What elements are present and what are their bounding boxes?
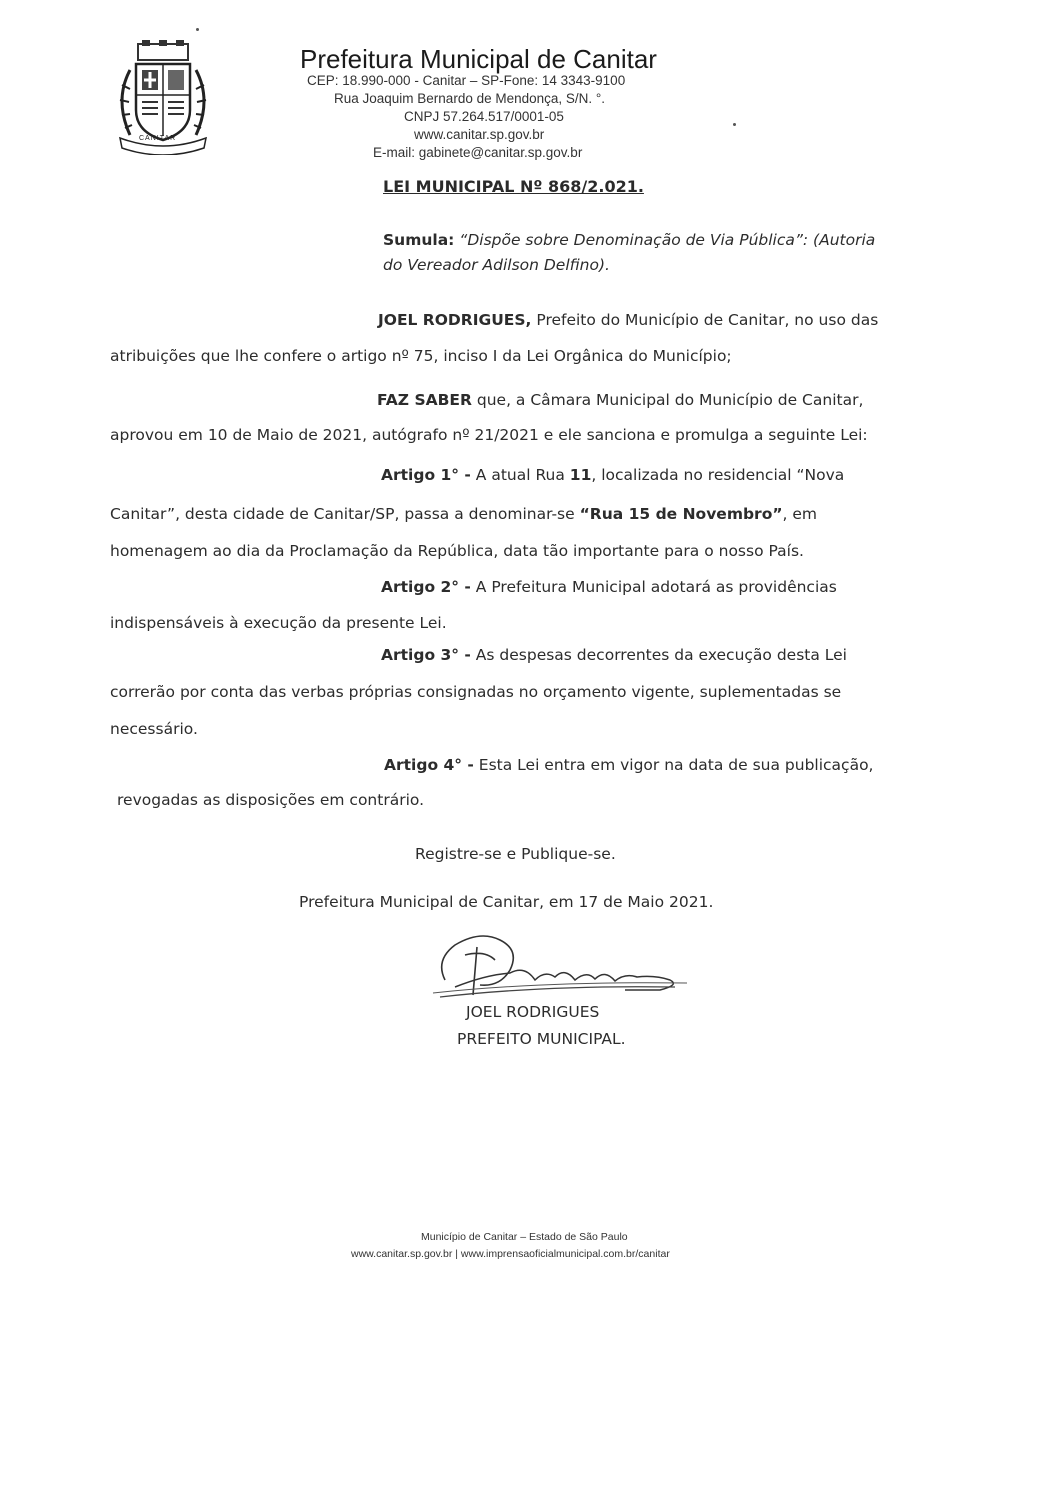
paragraph-1-text: Prefeito do Município de Canitar, no uso das	[531, 311, 879, 329]
header-contact-line: CEP: 18.990-000 - Canitar – SP-Fone: 14 3343-9100	[307, 73, 626, 88]
header-website-line: www.canitar.sp.gov.br	[414, 127, 545, 142]
artigo-3-line-3: necessário.	[110, 720, 198, 738]
artigo-3-line-2: correrão por conta das verbas próprias consignadas no orçamento vigente, suplementadas se	[110, 683, 842, 701]
scan-speck	[733, 123, 736, 126]
artigo-2-line-2: indispensáveis à execução da presente Lei.	[110, 614, 447, 632]
header-email-line: E-mail: gabinete@canitar.sp.gov.br	[373, 145, 583, 160]
artigo-4-text: Esta Lei entra em vigor na data de sua publicação,	[473, 756, 874, 774]
faz-saber: FAZ SABER	[377, 391, 472, 409]
signer-name: JOEL RODRIGUES	[466, 1003, 600, 1021]
footer-line-2: www.canitar.sp.gov.br | www.imprensaoficialmunicipal.com.br/canitar	[351, 1248, 670, 1260]
new-street-name: “Rua 15 de Novembro”	[579, 505, 783, 523]
mayor-name: JOEL RODRIGUES,	[378, 311, 532, 329]
scan-speck	[196, 28, 199, 31]
artigo-2-line-1	[381, 578, 837, 596]
closing-statement: Registre-se e Publique-se.	[415, 845, 616, 863]
artigo-1-text: , localizada no residencial “Nova	[591, 466, 845, 484]
artigo-1-text: A atual Rua	[470, 466, 570, 484]
header-address-line: Rua Joaquim Bernardo de Mendonça, S/N. °.	[334, 91, 606, 106]
paragraph-2-text: que, a Câmara Municipal do Município de Canitar,	[471, 391, 864, 409]
artigo-1-line-2	[110, 505, 817, 523]
sumula-text: “Dispõe sobre Denominação de Via Pública”: (Autoria	[459, 231, 876, 249]
sumula-line-1	[383, 231, 875, 249]
crest-ribbon-label: CANITAR	[139, 135, 177, 142]
street-number: 11	[569, 466, 592, 484]
signer-role: PREFEITO MUNICIPAL.	[457, 1030, 626, 1048]
artigo-4-line-2: revogadas as disposições em contrário.	[117, 791, 425, 809]
artigo-1-line-3: homenagem ao dia da Proclamação da República, data tão importante para o nosso País.	[110, 542, 804, 560]
artigo-2-text: A Prefeitura Municipal adotará as providências	[470, 578, 837, 596]
artigo-3-text: As despesas decorrentes da execução desta Lei	[470, 646, 847, 664]
paragraph-1-line-2: atribuições que lhe confere o artigo nº 75, inciso I da Lei Orgânica do Município;	[110, 347, 732, 365]
place-and-date: Prefeitura Municipal de Canitar, em 17 de Maio 2021.	[299, 893, 714, 911]
artigo-4-label: Artigo 4° -	[384, 756, 474, 774]
artigo-1-text: Canitar”, desta cidade de Canitar/SP, passa a denominar-se	[110, 505, 580, 523]
artigo-2-label: Artigo 2° -	[381, 578, 471, 596]
footer-line-1: Município de Canitar – Estado de São Paulo	[421, 1231, 628, 1243]
artigo-4-line-1	[384, 756, 873, 774]
law-title: LEI MUNICIPAL Nº 868/2.021.	[383, 177, 644, 196]
handwritten-signature-icon	[425, 925, 695, 1015]
artigo-3-line-1	[381, 646, 847, 664]
organization-title: Prefeitura Municipal de Canitar	[300, 44, 657, 74]
paragraph-2-line-1	[377, 391, 863, 409]
header-cnpj-line: CNPJ 57.264.517/0001-05	[404, 109, 564, 124]
sumula-line-2: do Vereador Adilson Delfino).	[383, 256, 610, 274]
artigo-1-line-1	[381, 466, 844, 484]
artigo-1-label: Artigo 1° -	[381, 466, 471, 484]
paragraph-2-line-2: aprovou em 10 de Maio de 2021, autógrafo nº 21/2021 e ele sanciona e promulga a seguinte Lei:	[110, 426, 868, 444]
artigo-1-text: , em	[782, 505, 818, 523]
paragraph-1-line-1	[378, 311, 878, 329]
sumula-label: Sumula:	[383, 231, 455, 249]
artigo-3-label: Artigo 3° -	[381, 646, 471, 664]
